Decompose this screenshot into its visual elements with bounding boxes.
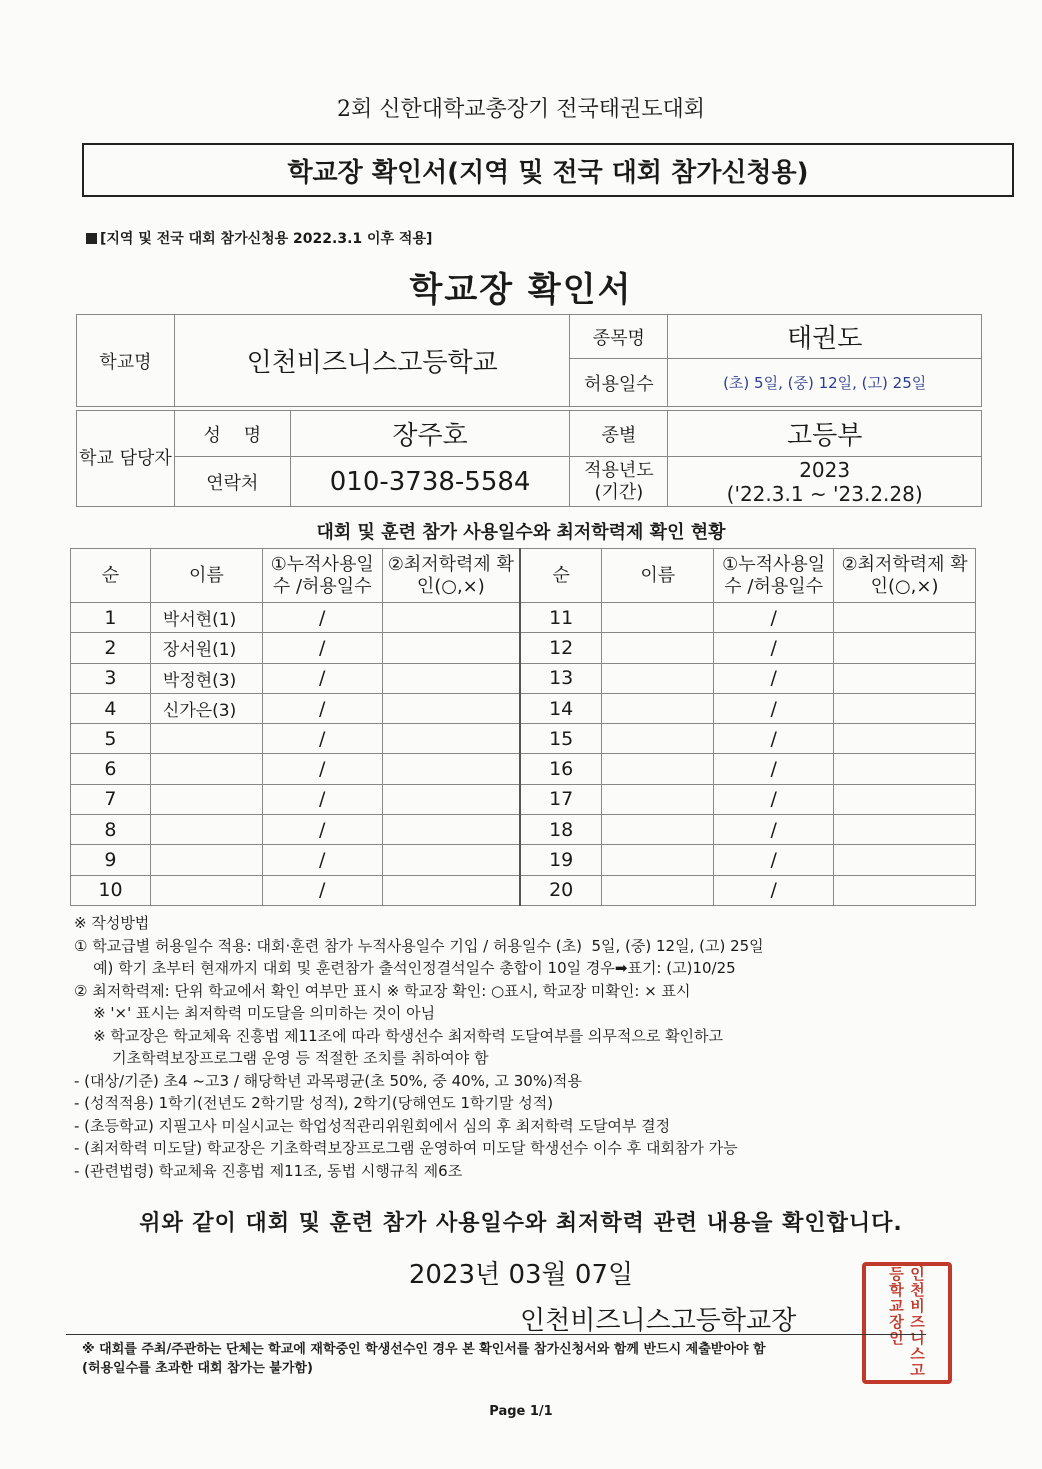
header-days: ①누적사용일수 /허용일수 [714,549,834,603]
student-name [602,633,714,663]
contact-label: 연락처 [174,457,290,507]
division-label: 종별 [570,411,668,457]
info-table [76,314,982,507]
instruction-line: 예) 학기 초부터 현재까지 대회 및 훈련참가 출석인정결석일수 총합이 10일 경우➡표기: (고)10/25 [74,959,736,977]
page-number: Page 1/1 [489,1404,553,1419]
header-days: ①누적사용일수 /허용일수 [262,549,382,603]
name-value: 장주호 [290,411,570,457]
row-number: 10 [71,875,151,905]
roster-header-row [71,549,976,603]
instruction-line: - (대상/기준) 초4 ~고3 / 해당학년 과목평균(초 50%, 중 40%, 고 30%)적용 [74,1071,582,1090]
footnote [82,1340,942,1378]
days-cell: / [262,633,382,663]
table-row [71,724,976,754]
table-row [71,784,976,814]
row-number: 15 [520,724,602,754]
sport-label: 종목명 [570,315,668,359]
days-cell: / [714,663,834,693]
student-name [602,875,714,905]
check-cell [834,875,976,905]
instruction-line: ※ 학교장은 학교체육 진흥법 제11조에 따라 학생선수 최저학력 도달여부를 의무적으로 확인하고 [74,1026,724,1045]
allowed-days-value: (초) 5일, (중) 12일, (고) 25일 [668,359,982,407]
row-number: 2 [71,633,151,663]
days-cell: / [262,815,382,845]
check-cell [382,693,520,723]
instruction-line: ② 최저학력제: 단위 학교에서 확인 여부만 표시 ※ 학교장 확인: ○표시, 학교장 미확인: × 표시 [74,981,691,1000]
event-title: 2회 신한대학교총장기 전국태권도대회 [336,97,706,122]
period-value: ('22.3.1 ~ '23.2.28) [726,481,923,506]
student-name [150,724,262,754]
year-cell [668,457,982,507]
check-cell [382,875,520,905]
section-title: 대회 및 훈련 참가 사용일수와 최저학력제 확인 현황 [316,522,726,543]
student-name [150,815,262,845]
instruction-line: ① 학교급별 허용일수 적용: 대회·훈련 참가 누적사용일수 기입 / 허용일수 (초) 5일, (중) 12일, (고) 25일 [74,936,764,955]
student-name [602,603,714,633]
main-title: 학교장 확인서 [409,270,633,310]
sub-note [86,228,432,248]
row-number: 3 [71,663,151,693]
student-name: 장서원(1) [150,633,262,663]
student-name [150,784,262,814]
header-check: ②최저학력제 확인(○,×) [834,549,976,603]
student-name [602,815,714,845]
year-value: 2023 [799,457,851,482]
table-row [71,603,976,633]
footnote-line: (허용일수를 초과한 대회 참가는 불가함) [82,1361,313,1376]
division-value: 고등부 [668,411,982,457]
row-number: 16 [520,754,602,784]
days-cell: / [262,603,382,633]
student-name [602,784,714,814]
student-name [602,724,714,754]
row-number: 12 [520,633,602,663]
days-cell: / [714,633,834,663]
sport-value: 태권도 [668,315,982,359]
check-cell [834,603,976,633]
check-cell [834,815,976,845]
row-number: 11 [520,603,602,633]
header-no: 순 [71,549,151,603]
row-number: 9 [71,845,151,875]
footnote-line: ※ 대회를 주최/주관하는 단체는 학교에 재학중인 학생선수인 경우 본 확인서를 참가신청서와 함께 반드시 제출받아야 함 [82,1342,766,1357]
days-cell: / [262,693,382,723]
table-row [71,815,976,845]
days-cell: / [262,754,382,784]
header-name: 이름 [150,549,262,603]
check-cell [834,693,976,723]
year-label: 적용년도 (기간) [570,457,668,507]
check-cell [382,784,520,814]
days-cell: / [714,845,834,875]
check-cell [834,845,976,875]
days-cell: / [714,754,834,784]
check-cell [382,663,520,693]
row-number: 1 [71,603,151,633]
header-check: ②최저학력제 확인(○,×) [382,549,520,603]
row-number: 8 [71,815,151,845]
square-bullet-icon [86,233,97,244]
row-number: 4 [71,693,151,723]
days-cell: / [262,875,382,905]
days-cell: / [262,724,382,754]
student-name: 박정현(3) [150,663,262,693]
instructions [74,912,974,1182]
contact-value: 010-3738-5584 [290,457,570,507]
document-title: 학교장 확인서(지역 및 전국 대회 참가신청용) [287,157,809,188]
allowed-days-label: 허용일수 [570,359,668,407]
row-number: 18 [520,815,602,845]
footer-divider [66,1334,926,1335]
instruction-line: - (관련법령) 학교체육 진흥법 제11조, 동법 시행규칙 제6조 [74,1161,463,1180]
school-value: 인천비즈니스고등학교 [174,315,570,407]
days-cell: / [262,663,382,693]
row-number: 17 [520,784,602,814]
sub-note-text: [지역 및 전국 대회 참가신청용 2022.3.1 이후 적용] [100,231,433,247]
check-cell [834,663,976,693]
check-cell [382,603,520,633]
days-cell: / [714,603,834,633]
check-cell [382,724,520,754]
instruction-line: 기초학력보장프로그램 운영 등 적절한 조치를 취하여야 함 [74,1049,489,1067]
check-cell [382,754,520,784]
check-cell [382,633,520,663]
student-name: 신가은(3) [150,693,262,723]
instruction-line: ※ '×' 표시는 최저학력 미도달을 의미하는 것이 아님 [74,1004,436,1022]
student-name: 박서현(1) [150,603,262,633]
name-label: 성 명 [174,411,290,457]
row-number: 6 [71,754,151,784]
check-cell [834,754,976,784]
school-label: 학교명 [77,315,175,407]
header-name: 이름 [602,549,714,603]
student-name [602,693,714,723]
row-number: 20 [520,875,602,905]
days-cell: / [714,815,834,845]
instruction-line: - (초등학교) 지필고사 미실시교는 학업성적관리위원회에서 심의 후 최저학력 도달여부 결정 [74,1116,671,1135]
instruction-line: ※ 작성방법 [74,914,150,932]
student-name [602,845,714,875]
days-cell: / [262,784,382,814]
table-row [71,663,976,693]
row-number: 7 [71,784,151,814]
row-number: 14 [520,693,602,723]
confirmation-statement: 위와 같이 대회 및 훈련 참가 사용일수와 최저학력 관련 내용을 확인합니다. [139,1211,903,1236]
student-name [602,663,714,693]
check-cell [382,815,520,845]
table-row [71,845,976,875]
row-number: 19 [520,845,602,875]
document-title-box [82,143,1014,197]
row-number: 5 [71,724,151,754]
issue-date: 2023년 03월 07일 [408,1260,634,1290]
table-row [71,693,976,723]
header-no: 순 [520,549,602,603]
student-name [150,845,262,875]
student-name [150,875,262,905]
instruction-line: - (성적적용) 1학기(전년도 2학기말 성적), 2학기(당해연도 1학기말 성적) [74,1094,554,1112]
check-cell [834,724,976,754]
row-number: 13 [520,663,602,693]
principal-name: 인천비즈니스고등학교장 [520,1306,797,1336]
student-name [602,754,714,784]
table-row [71,633,976,663]
check-cell [382,845,520,875]
roster-table [70,548,976,906]
student-name [150,754,262,784]
check-cell [834,784,976,814]
days-cell: / [714,693,834,723]
table-row [71,754,976,784]
check-cell [834,633,976,663]
manager-label: 학교 담당자 [77,411,175,507]
table-row [71,875,976,905]
days-cell: / [262,845,382,875]
seal-text: 인천비즈니스고등학교장인 [887,1266,926,1378]
days-cell: / [714,875,834,905]
days-cell: / [714,724,834,754]
days-cell: / [714,784,834,814]
instruction-line: - (최저학력 미도달) 학교장은 기초학력보장프로그램 운영하여 미도달 학생선수 이수 후 대회참가 가능 [74,1139,738,1157]
